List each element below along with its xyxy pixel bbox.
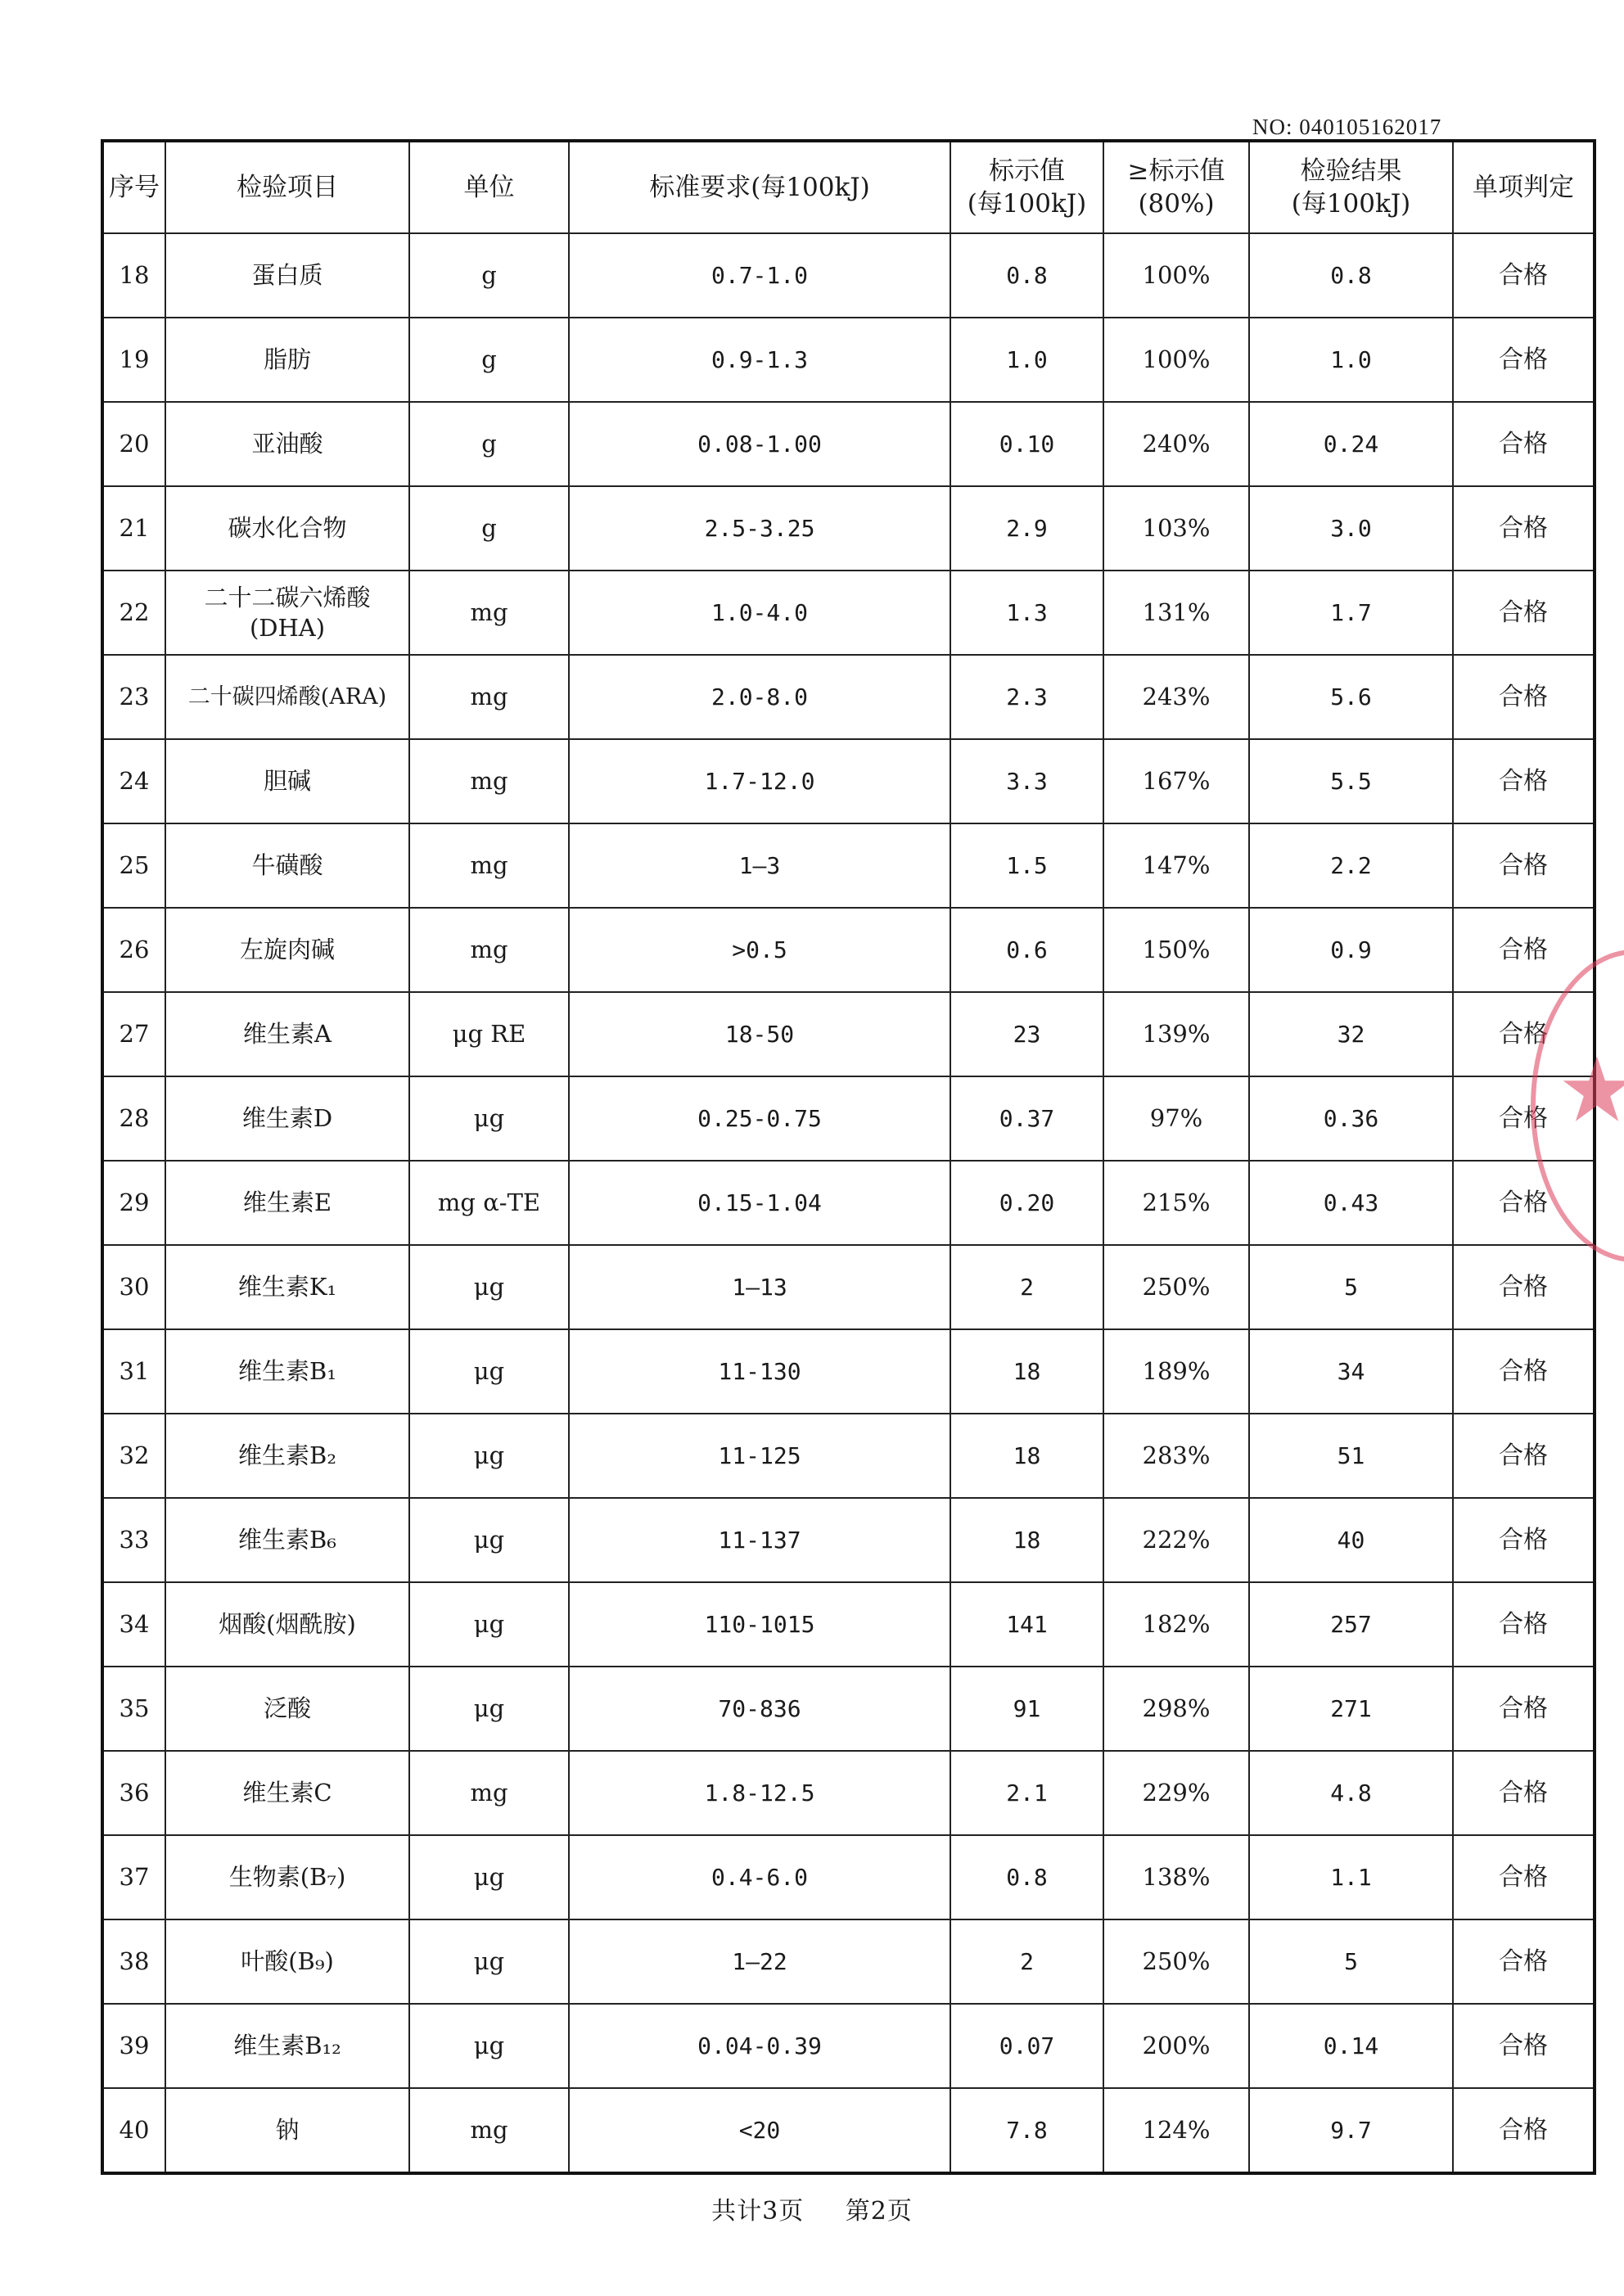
cell-result: 3.0	[1249, 486, 1453, 571]
cell-unit: mg α-TE	[409, 1161, 569, 1245]
cell-ratio: 97%	[1103, 1076, 1249, 1161]
cell-unit: μg	[409, 1919, 569, 2004]
cell-labeled: 7.8	[950, 2088, 1103, 2173]
table-row	[102, 1498, 1595, 1582]
cell-result: 0.8	[1249, 233, 1453, 318]
cell-seq: 29	[102, 1161, 165, 1245]
cell-ratio: 138%	[1103, 1835, 1249, 1919]
table-row	[102, 1835, 1595, 1919]
cell-judgement: 合格	[1453, 992, 1595, 1076]
cell-standard: 11-137	[569, 1498, 950, 1582]
cell-standard: >0.5	[569, 908, 950, 992]
cell-standard: 18-50	[569, 992, 950, 1076]
cell-labeled: 0.37	[950, 1076, 1103, 1161]
cell-judgement: 合格	[1453, 1667, 1595, 1751]
cell-seq: 31	[102, 1329, 165, 1414]
cell-standard: 0.9-1.3	[569, 318, 950, 402]
cell-item: 胆碱	[165, 739, 409, 823]
cell-item: 蛋白质	[165, 233, 409, 318]
header-result: 检验结果 (每100kJ)	[1249, 141, 1453, 233]
cell-standard: 11-130	[569, 1329, 950, 1414]
cell-unit: g	[409, 486, 569, 571]
cell-labeled: 0.8	[950, 233, 1103, 318]
cell-ratio: 298%	[1103, 1667, 1249, 1751]
cell-unit: mg	[409, 823, 569, 908]
cell-unit: μg	[409, 1582, 569, 1667]
table-row	[102, 1329, 1595, 1414]
cell-seq: 39	[102, 2004, 165, 2088]
cell-item: 碳水化合物	[165, 486, 409, 571]
cell-labeled: 18	[950, 1414, 1103, 1498]
cell-item: 维生素A	[165, 992, 409, 1076]
cell-ratio: 283%	[1103, 1414, 1249, 1498]
cell-ratio: 167%	[1103, 739, 1249, 823]
cell-item: 二十碳四烯酸(ARA)	[165, 655, 409, 739]
cell-item: 维生素D	[165, 1076, 409, 1161]
cell-standard: 1.7-12.0	[569, 739, 950, 823]
cell-unit: μg RE	[409, 992, 569, 1076]
report-number: NO: 040105162017	[1252, 115, 1442, 139]
table-row	[102, 2088, 1595, 2173]
table-row	[102, 1161, 1595, 1245]
cell-item: 维生素C	[165, 1751, 409, 1835]
cell-unit: mg	[409, 2088, 569, 2173]
cell-item: 烟酸(烟酰胺)	[165, 1582, 409, 1667]
cell-judgement: 合格	[1453, 1498, 1595, 1582]
cell-seq: 19	[102, 318, 165, 402]
cell-labeled: 0.8	[950, 1835, 1103, 1919]
cell-seq: 22	[102, 571, 165, 655]
cell-judgement: 合格	[1453, 1245, 1595, 1329]
cell-ratio: 100%	[1103, 233, 1249, 318]
cell-standard: 0.08-1.00	[569, 402, 950, 486]
cell-seq: 37	[102, 1835, 165, 1919]
cell-seq: 26	[102, 908, 165, 992]
cell-standard: 0.04-0.39	[569, 2004, 950, 2088]
cell-labeled: 2.9	[950, 486, 1103, 571]
cell-result: 4.8	[1249, 1751, 1453, 1835]
cell-seq: 30	[102, 1245, 165, 1329]
cell-unit: mg	[409, 571, 569, 655]
cell-unit: μg	[409, 1414, 569, 1498]
cell-judgement: 合格	[1453, 1076, 1595, 1161]
cell-ratio: 139%	[1103, 992, 1249, 1076]
header-standard: 标准要求(每100kJ)	[569, 141, 950, 233]
cell-judgement: 合格	[1453, 233, 1595, 318]
table-row	[102, 1582, 1595, 1667]
cell-seq: 20	[102, 402, 165, 486]
total-pages: 共计3页	[711, 2197, 805, 2226]
cell-ratio: 250%	[1103, 1919, 1249, 2004]
cell-labeled: 0.07	[950, 2004, 1103, 2088]
cell-ratio: 189%	[1103, 1329, 1249, 1414]
cell-judgement: 合格	[1453, 823, 1595, 908]
cell-standard: 1—22	[569, 1919, 950, 2004]
cell-seq: 38	[102, 1919, 165, 2004]
cell-seq: 18	[102, 233, 165, 318]
cell-result: 5	[1249, 1919, 1453, 2004]
cell-judgement: 合格	[1453, 571, 1595, 655]
table-row	[102, 823, 1595, 908]
cell-result: 0.43	[1249, 1161, 1453, 1245]
cell-judgement: 合格	[1453, 908, 1595, 992]
cell-ratio: 229%	[1103, 1751, 1249, 1835]
cell-result: 51	[1249, 1414, 1453, 1498]
cell-labeled: 1.5	[950, 823, 1103, 908]
cell-item: 二十二碳六烯酸 (DHA)	[165, 571, 409, 655]
cell-seq: 36	[102, 1751, 165, 1835]
cell-seq: 25	[102, 823, 165, 908]
cell-labeled: 141	[950, 1582, 1103, 1667]
table-row	[102, 318, 1595, 402]
cell-item: 维生素B₆	[165, 1498, 409, 1582]
cell-standard: 2.5-3.25	[569, 486, 950, 571]
cell-result: 34	[1249, 1329, 1453, 1414]
table-row	[102, 739, 1595, 823]
table-row	[102, 908, 1595, 992]
cell-seq: 34	[102, 1582, 165, 1667]
cell-labeled: 18	[950, 1498, 1103, 1582]
cell-ratio: 182%	[1103, 1582, 1249, 1667]
cell-labeled: 2	[950, 1245, 1103, 1329]
cell-result: 271	[1249, 1667, 1453, 1751]
cell-item: 维生素B₂	[165, 1414, 409, 1498]
cell-labeled: 2.1	[950, 1751, 1103, 1835]
cell-unit: μg	[409, 1498, 569, 1582]
cell-seq: 24	[102, 739, 165, 823]
cell-item: 泛酸	[165, 1667, 409, 1751]
table-row	[102, 1667, 1595, 1751]
cell-item: 钠	[165, 2088, 409, 2173]
cell-item: 牛磺酸	[165, 823, 409, 908]
table-row	[102, 571, 1595, 655]
cell-labeled: 0.20	[950, 1161, 1103, 1245]
cell-ratio: 100%	[1103, 318, 1249, 402]
cell-result: 0.36	[1249, 1076, 1453, 1161]
table-row	[102, 1751, 1595, 1835]
cell-item: 亚油酸	[165, 402, 409, 486]
cell-seq: 32	[102, 1414, 165, 1498]
cell-seq: 27	[102, 992, 165, 1076]
cell-labeled: 18	[950, 1329, 1103, 1414]
cell-result: 40	[1249, 1498, 1453, 1582]
cell-item: 左旋肉碱	[165, 908, 409, 992]
cell-judgement: 合格	[1453, 1161, 1595, 1245]
header-unit: 单位	[409, 141, 569, 233]
cell-judgement: 合格	[1453, 2088, 1595, 2173]
cell-result: 257	[1249, 1582, 1453, 1667]
cell-unit: mg	[409, 655, 569, 739]
cell-unit: μg	[409, 1076, 569, 1161]
cell-ratio: 103%	[1103, 486, 1249, 571]
cell-item: 生物素(B₇)	[165, 1835, 409, 1919]
table-row	[102, 1414, 1595, 1498]
cell-judgement: 合格	[1453, 1751, 1595, 1835]
cell-judgement: 合格	[1453, 486, 1595, 571]
cell-ratio: 243%	[1103, 655, 1249, 739]
header-judgement: 单项判定	[1453, 141, 1595, 233]
cell-standard: 1—3	[569, 823, 950, 908]
cell-ratio: 240%	[1103, 402, 1249, 486]
cell-seq: 28	[102, 1076, 165, 1161]
cell-judgement: 合格	[1453, 1919, 1595, 2004]
cell-unit: g	[409, 318, 569, 402]
cell-judgement: 合格	[1453, 402, 1595, 486]
cell-standard: 110-1015	[569, 1582, 950, 1667]
cell-labeled: 1.0	[950, 318, 1103, 402]
cell-ratio: 250%	[1103, 1245, 1249, 1329]
cell-ratio: 131%	[1103, 571, 1249, 655]
cell-standard: 0.15-1.04	[569, 1161, 950, 1245]
cell-labeled: 91	[950, 1667, 1103, 1751]
cell-judgement: 合格	[1453, 1582, 1595, 1667]
cell-ratio: 200%	[1103, 2004, 1249, 2088]
cell-labeled: 23	[950, 992, 1103, 1076]
cell-ratio: 147%	[1103, 823, 1249, 908]
cell-result: 5	[1249, 1245, 1453, 1329]
cell-labeled: 1.3	[950, 571, 1103, 655]
cell-labeled: 0.6	[950, 908, 1103, 992]
cell-judgement: 合格	[1453, 1414, 1595, 1498]
table-row	[102, 1076, 1595, 1161]
cell-seq: 35	[102, 1667, 165, 1751]
cell-result: 1.1	[1249, 1835, 1453, 1919]
cell-standard: 0.7-1.0	[569, 233, 950, 318]
cell-unit: μg	[409, 1329, 569, 1414]
cell-item: 维生素K₁	[165, 1245, 409, 1329]
table-row	[102, 486, 1595, 571]
cell-result: 0.9	[1249, 908, 1453, 992]
table-row	[102, 1245, 1595, 1329]
cell-unit: μg	[409, 1835, 569, 1919]
cell-judgement: 合格	[1453, 318, 1595, 402]
cell-result: 32	[1249, 992, 1453, 1076]
cell-judgement: 合格	[1453, 739, 1595, 823]
cell-standard: <20	[569, 2088, 950, 2173]
cell-labeled: 2.3	[950, 655, 1103, 739]
cell-judgement: 合格	[1453, 1329, 1595, 1414]
header-seq: 序号	[102, 141, 165, 233]
table-row	[102, 233, 1595, 318]
cell-result: 0.24	[1249, 402, 1453, 486]
cell-unit: mg	[409, 1751, 569, 1835]
table-header-row	[102, 141, 1595, 233]
header-item: 检验项目	[165, 141, 409, 233]
cell-unit: μg	[409, 2004, 569, 2088]
cell-result: 5.6	[1249, 655, 1453, 739]
cell-unit: mg	[409, 739, 569, 823]
cell-item: 维生素B₁	[165, 1329, 409, 1414]
cell-item: 维生素B₁₂	[165, 2004, 409, 2088]
cell-standard: 1—13	[569, 1245, 950, 1329]
cell-unit: g	[409, 402, 569, 486]
cell-ratio: 150%	[1103, 908, 1249, 992]
cell-result: 1.0	[1249, 318, 1453, 402]
cell-standard: 0.25-0.75	[569, 1076, 950, 1161]
header-labeled: 标示值 (每100kJ)	[950, 141, 1103, 233]
cell-standard: 0.4-6.0	[569, 1835, 950, 1919]
cell-standard: 70-836	[569, 1667, 950, 1751]
cell-unit: g	[409, 233, 569, 318]
table-row	[102, 402, 1595, 486]
cell-labeled: 0.10	[950, 402, 1103, 486]
cell-judgement: 合格	[1453, 2004, 1595, 2088]
cell-result: 0.14	[1249, 2004, 1453, 2088]
cell-seq: 33	[102, 1498, 165, 1582]
cell-judgement: 合格	[1453, 655, 1595, 739]
cell-item: 叶酸(B₉)	[165, 1919, 409, 2004]
cell-result: 9.7	[1249, 2088, 1453, 2173]
cell-seq: 40	[102, 2088, 165, 2173]
cell-ratio: 222%	[1103, 1498, 1249, 1582]
cell-judgement: 合格	[1453, 1835, 1595, 1919]
table-row	[102, 992, 1595, 1076]
cell-result: 5.5	[1249, 739, 1453, 823]
table-row	[102, 2004, 1595, 2088]
cell-labeled: 2	[950, 1919, 1103, 2004]
table-row	[102, 1919, 1595, 2004]
cell-ratio: 215%	[1103, 1161, 1249, 1245]
cell-unit: μg	[409, 1667, 569, 1751]
cell-labeled: 3.3	[950, 739, 1103, 823]
cell-standard: 11-125	[569, 1414, 950, 1498]
cell-standard: 2.0-8.0	[569, 655, 950, 739]
table-row	[102, 655, 1595, 739]
cell-result: 1.7	[1249, 571, 1453, 655]
cell-standard: 1.8-12.5	[569, 1751, 950, 1835]
cell-seq: 23	[102, 655, 165, 739]
cell-result: 2.2	[1249, 823, 1453, 908]
cell-item: 维生素E	[165, 1161, 409, 1245]
cell-unit: μg	[409, 1245, 569, 1329]
cell-standard: 1.0-4.0	[569, 571, 950, 655]
cell-seq: 21	[102, 486, 165, 571]
cell-item: 脂肪	[165, 318, 409, 402]
page-footer	[0, 2190, 1624, 2226]
inspection-table	[101, 139, 1596, 2175]
cell-unit: mg	[409, 908, 569, 992]
cell-ratio: 124%	[1103, 2088, 1249, 2173]
header-ratio: ≥标示值 (80%)	[1103, 141, 1249, 233]
current-page: 第2页	[845, 2197, 913, 2226]
